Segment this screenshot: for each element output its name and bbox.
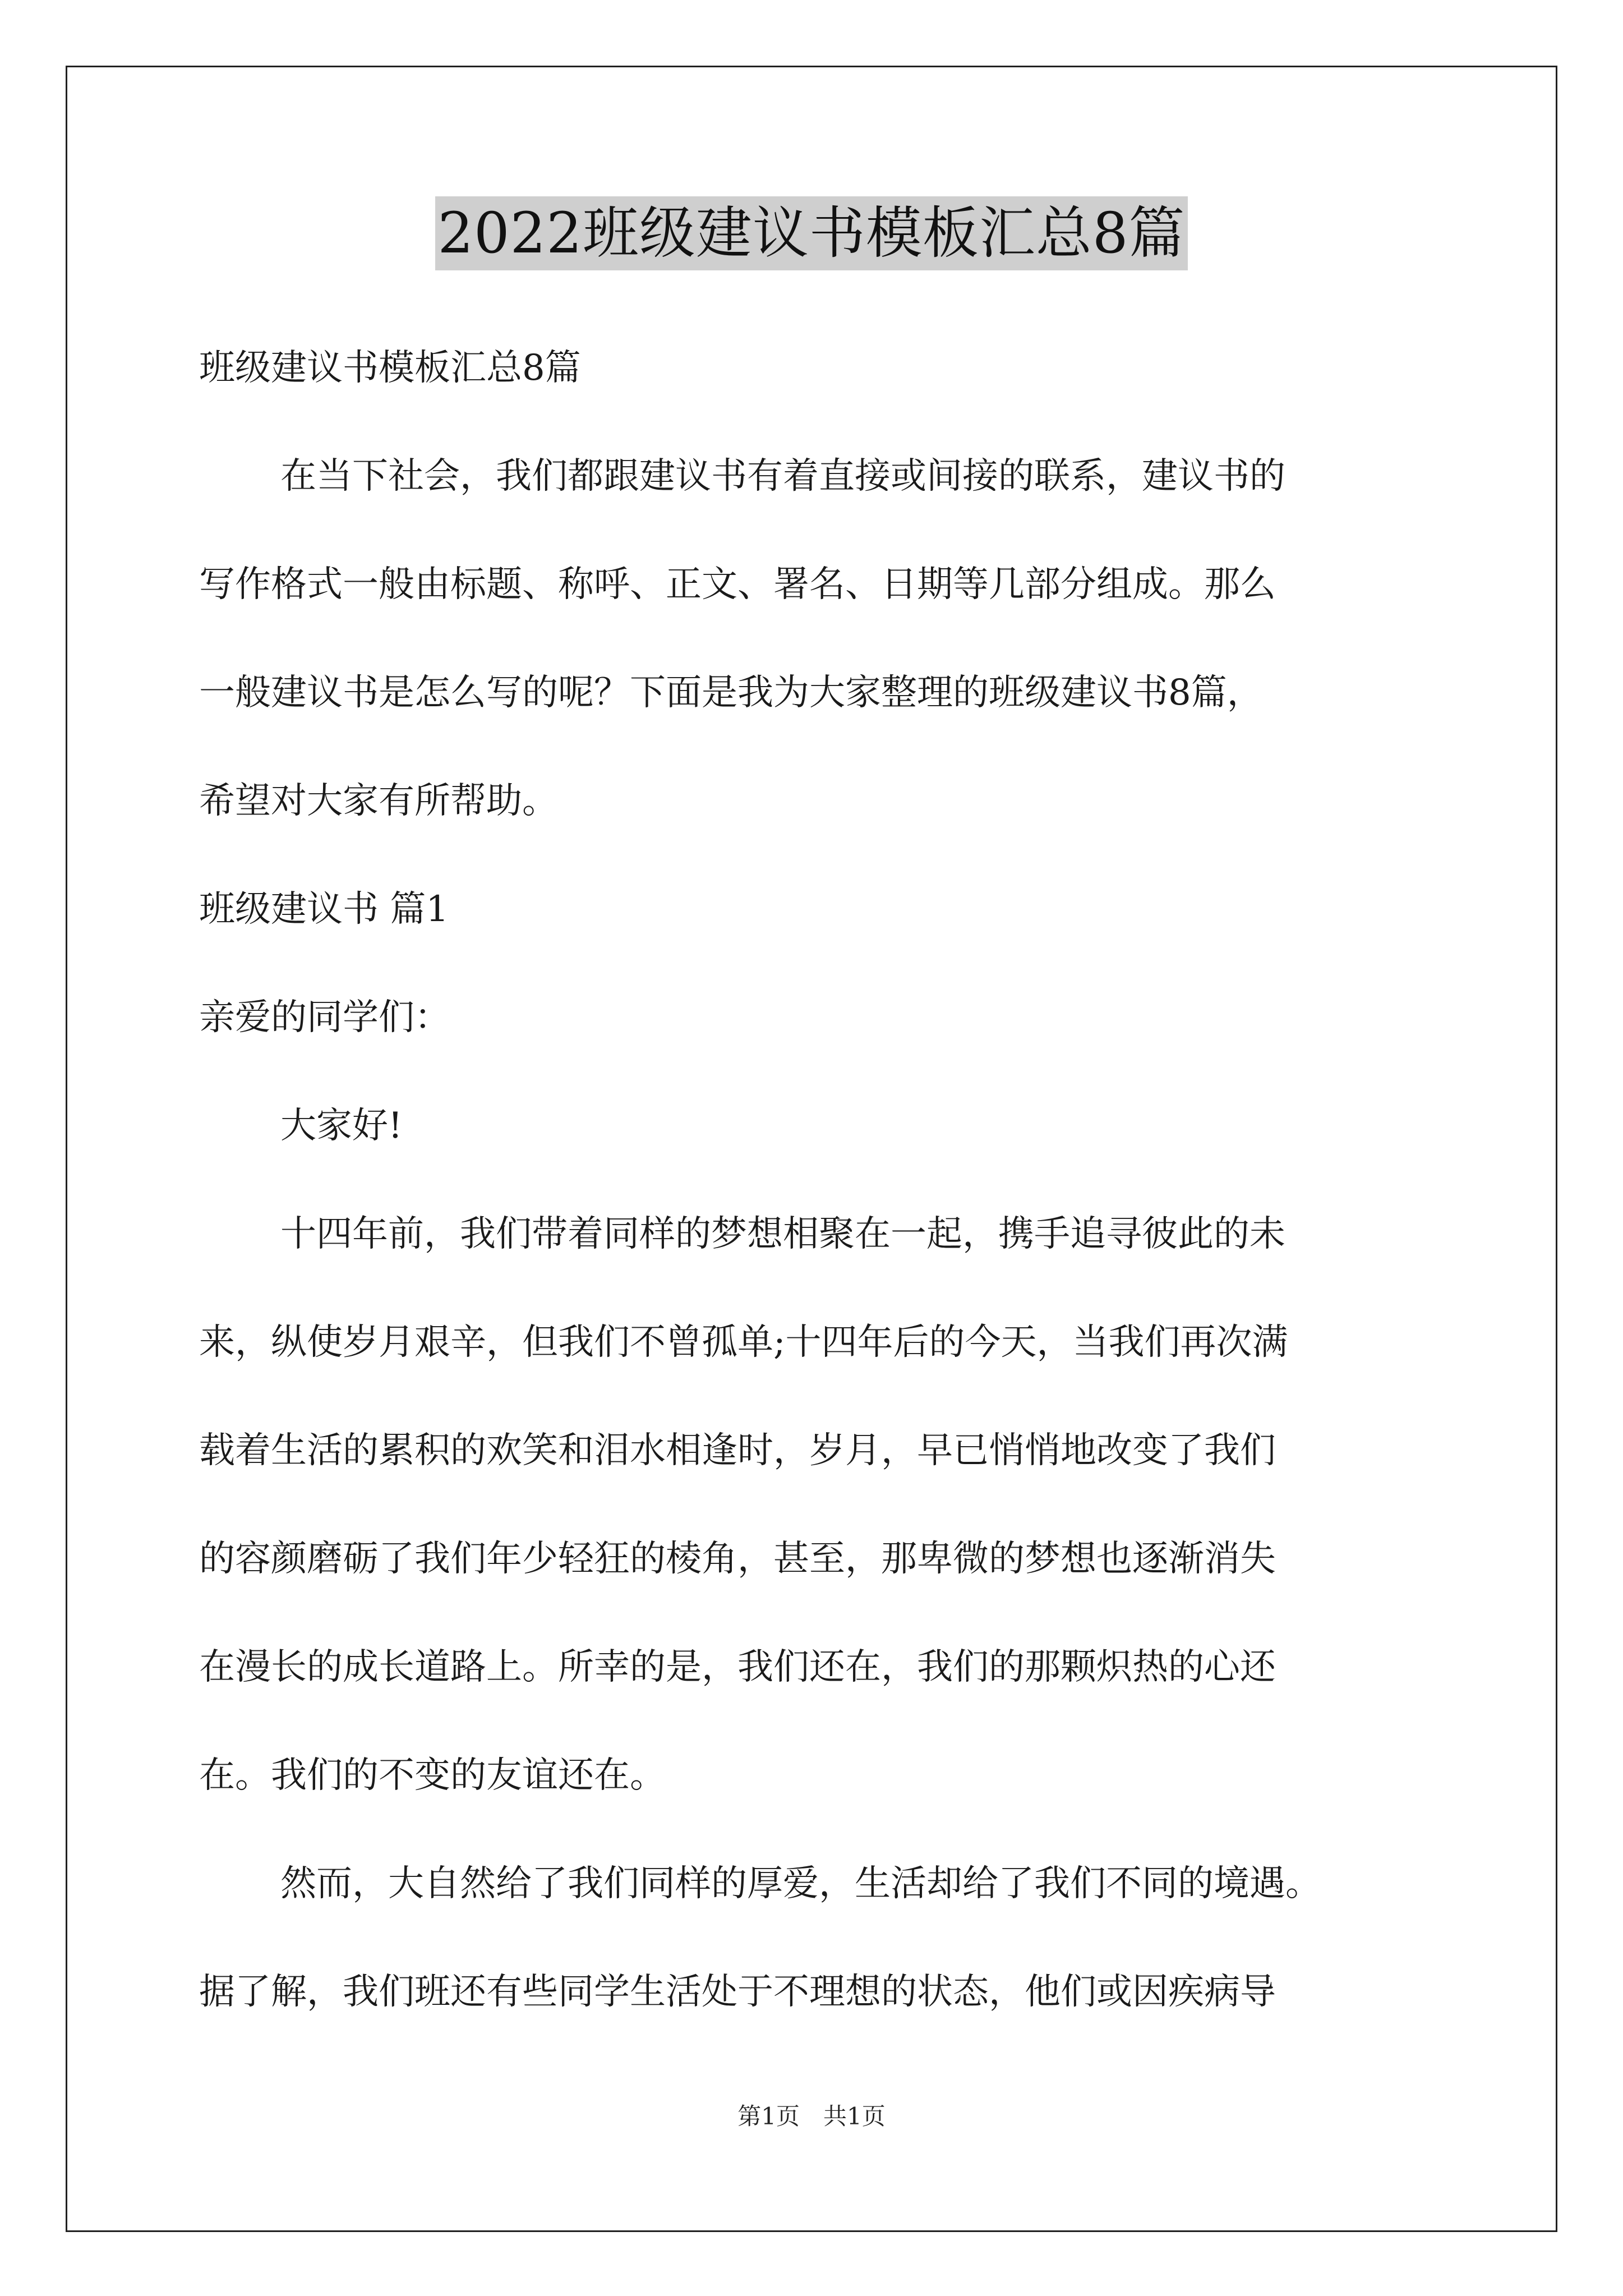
document-body: [199, 314, 1433, 2046]
paragraph-line: 在当下社会，我们都跟建议书有着直接或间接的联系，建议书的: [280, 455, 1285, 497]
paragraph-line: 写作格式一般由标题、称呼、正文、署名、日期等几部分组成。那么: [199, 564, 1276, 605]
paragraph-line: 来，纵使岁月艰辛，但我们不曾孤单;十四年后的今天，当我们再次满: [199, 1322, 1288, 1363]
paragraph-line: 的容颜磨砺了我们年少轻狂的棱角，甚至，那卑微的梦想也逐渐消失: [199, 1538, 1276, 1580]
page-footer: 第1页 共1页: [737, 2102, 886, 2130]
paragraph-line: 在漫长的成长道路上。所幸的是，我们还在，我们的那颗炽热的心还: [199, 1646, 1276, 1688]
salutation-line: 亲爱的同学们：: [199, 997, 450, 1038]
paragraph-line: 据了解，我们班还有些同学生活处于不理想的状态，他们或因疾病导: [199, 1971, 1276, 2013]
paragraph-line: 载着生活的累积的欢笑和泪水相逢时，岁月，早已悄悄地改变了我们: [199, 1430, 1276, 1471]
paragraph-line: 十四年前，我们带着同样的梦想相聚在一起，携手追寻彼此的未: [280, 1213, 1285, 1255]
paragraph-line: 在。我们的不变的友谊还在。: [199, 1755, 666, 1796]
greeting-line: 大家好!: [280, 1105, 403, 1147]
paragraph-line: 然而，大自然给了我们同样的厚爱，生活却给了我们不同的境遇。: [280, 1863, 1321, 1904]
paragraph-line: 希望对大家有所帮助。: [199, 780, 558, 822]
paragraph-line: 一般建议书是怎么写的呢？下面是我为大家整理的班级建议书8篇，: [199, 672, 1263, 714]
document-title[interactable]: 2022班级建议书模板汇总8篇: [435, 196, 1187, 270]
title-container: [0, 196, 1623, 270]
subtitle-line: 班级建议书模板汇总8篇: [199, 347, 581, 389]
section-heading: 班级建议书 篇1: [199, 889, 449, 930]
